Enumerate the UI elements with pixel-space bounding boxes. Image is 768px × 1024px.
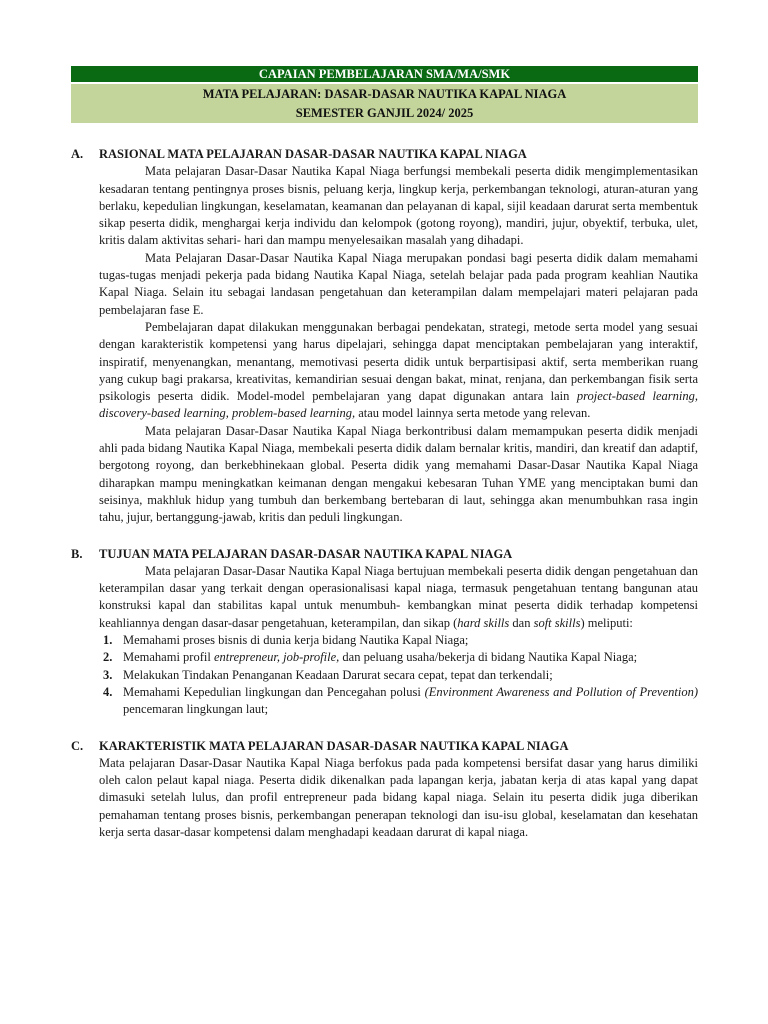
section-a-heading (71, 146, 698, 163)
item-italic: entrepreneur, job-profile, (213, 650, 340, 665)
section-b-body (99, 563, 698, 719)
paragraph-text: dan (509, 615, 534, 630)
item-text: Memahami Kepedulian lingkungan dan Pencegahan polusi (123, 684, 425, 699)
section-b-letter: B. (71, 546, 83, 561)
curriculum-title: CAPAIAN PEMBELAJARAN SMA/MA/SMK (258, 67, 511, 81)
subject-title: MATA PELAJARAN: DASAR-DASAR NAUTIKA KAPAL NIAGA (202, 87, 567, 101)
paragraph-text: atau model lainnya serta metode yang relevan. (355, 406, 591, 421)
paragraph-text: ) meliputi: (580, 615, 633, 630)
list-text (123, 632, 698, 649)
paragraph-text: Mata pelajaran Dasar-Dasar Nautika Kapal Niaga bertujuan membekali peserta didik dengan pengetahuan dan keterampilan dasar yang terkait dengan operasionalisasi kapal niaga, termasuk pengetahuan tentang bangunan atau konstruksi kapal dan stabilitas kapal untuk menumbuh- kembangkan minat peserta didik terhadap kompetensi keahliannya dengan dasar-dasar pengetahuan, keterampilan, dan sikap ( (99, 563, 698, 630)
curriculum-banner (71, 66, 698, 82)
list-number: 2. (103, 650, 113, 665)
soft-skills-italic: soft skills (533, 615, 581, 630)
hard-skills-italic: hard skills (457, 615, 510, 630)
list-item (99, 684, 698, 719)
section-a-paragraph-3 (99, 319, 698, 423)
section-a-title: RASIONAL MATA PELAJARAN DASAR-DASAR NAUTIKA KAPAL NIAGA (99, 147, 527, 161)
semester-title: SEMESTER GANJIL 2024/ 2025 (295, 106, 474, 120)
paragraph-text: Pembelajaran dapat dilakukan menggunakan berbagai pendekatan, strategi, metode serta model yang sesuai dengan karakteristik kompetensi yang harus dipelajari, sehingga dapat menciptakan pembelajaran yang interaktif, inspiratif, menyenangkan, menantang, memotivasi peserta didik untuk berpartisipasi aktif, serta memberikan ruang yang cukup bagi prakarsa, kreativitas, kemandirian sesuai dengan bakat, minat, renjana, dan perkembangan fisik serta psikologis peserta didik. Model-model pembelajaran yang dapat digunakan antara lain (99, 319, 698, 404)
learning-models-italic: project-based learning, discovery-based learning, problem-based learning, (99, 389, 698, 421)
section-b-title: TUJUAN MATA PELAJARAN DASAR-DASAR NAUTIKA KAPAL NIAGA (99, 546, 513, 561)
list-item (99, 632, 698, 649)
item-text: Melakukan Tindakan Penanganan Keadaan Darurat secara cepat, tepat dan terkendali; (123, 667, 553, 682)
item-italic: (Environment Awareness and Pollution of Prevention) (424, 684, 698, 699)
section-a-paragraph-1: Mata pelajaran Dasar-Dasar Nautika Kapal Niaga berfungsi membekali peserta didik mengimplementasikan kesadaran tentang pentingnya proses bisnis, peluang kerja, lingkup kerja, perkembangan teknologi, aturan-aturan yang berlaku, kepedulian lingkungan, keselamatan, keamanan dan pelayanan di kapal, sijil keadaan darurat serta membentuk sikap peserta didik, menghargai kerja individu dan kelompok (gotong royong), mandiri, jujur, obyektif, terbuka, ulet, kritis dalam aktivitas sehari- hari dan mampu menyelesaikan masalah yang dihadapi. (99, 164, 698, 248)
section-a-paragraph-4: Mata pelajaran Dasar-Dasar Nautika Kapal Niaga berkontribusi dalam memampukan peserta didik menjadi ahli pada bidang Nautika Kapal Niaga, membekali peserta didik dalam bernalar kritis, mandiri, dan kreatif dan adaptif, bergotong royong, dan berkebhinekaan global. Peserta didik yang memahami Dasar-Dasar Nautika Kapal Niaga diharapkan mampu meningkatkan keimanan dengan mengakui kebesaran Tuhan YME yang menciptakan bumi dan seisinya, makhluk hidup yang tumbuh dan berkembang bertebaran di laut, sehingga akan menumbuhkan rasa ingin tahu, jujur, bertanggung-jawab, kritis dan peduli lingkungan. (99, 423, 698, 525)
subject-banner (71, 84, 698, 123)
section-a-paragraph-2: Mata Pelajaran Dasar-Dasar Nautika Kapal Niaga merupakan pondasi bagi peserta didik dalam memahami tugas-tugas menjadi pekerja pada bidang Nautika Kapal Niaga, setelah belajar pada pada program keahlian Nautika Kapal Niaga. Selain itu sebagai landasan pengetahuan dan keterampilan dalam mempelajari materi pelajaran pada pembelajaran fase E. (99, 250, 698, 317)
section-b-heading (71, 546, 698, 563)
section-b-paragraph-1 (99, 563, 698, 632)
section-a-body (99, 163, 698, 526)
list-text (123, 684, 698, 719)
item-text: Memahami proses bisnis di dunia kerja bidang Nautika Kapal Niaga; (123, 633, 469, 648)
list-item (99, 649, 698, 666)
item-text: Memahami profil (123, 650, 214, 665)
section-c-title: KARAKTERISTIK MATA PELAJARAN DASAR-DASAR NAUTIKA KAPAL NIAGA (99, 738, 569, 753)
list-number: 4. (103, 684, 113, 699)
document-body (71, 146, 698, 841)
list-number: 1. (103, 633, 113, 648)
item-text: pencemaran lingkungan laut; (123, 702, 269, 717)
section-c-letter: C. (71, 738, 84, 753)
objectives-list (99, 632, 698, 718)
item-text: dan peluang usaha/bekerja di bidang Nautika Kapal Niaga; (339, 650, 638, 665)
section-c-body (99, 755, 698, 841)
list-text (123, 649, 698, 666)
section-c-paragraph-1: Mata pelajaran Dasar-Dasar Nautika Kapal Niaga berfokus pada pada kompetensi bersifat dasar yang harus dimiliki oleh calon pelaut kapal niaga. Peserta didik dikenalkan pada lapangan kerja, jabatan kerja di atas kapal yang dapat dimasuki setelah lulus, dan profil entrepreneur pada bidang kapal niaga. Selain itu peserta didik juga diberikan pemahaman tentang proses bisnis, perkembangan penerapan teknologi dan isu-isu global, keselamatan dan kesehatan kerja serta dasar-dasar kompetensi dalam menghadapi keadaan darurat di kapal niaga. (99, 755, 698, 839)
section-a-letter: A. (71, 147, 84, 161)
list-item (99, 667, 698, 684)
list-text (123, 667, 698, 684)
section-c-heading (71, 738, 698, 755)
list-number: 3. (103, 667, 113, 682)
